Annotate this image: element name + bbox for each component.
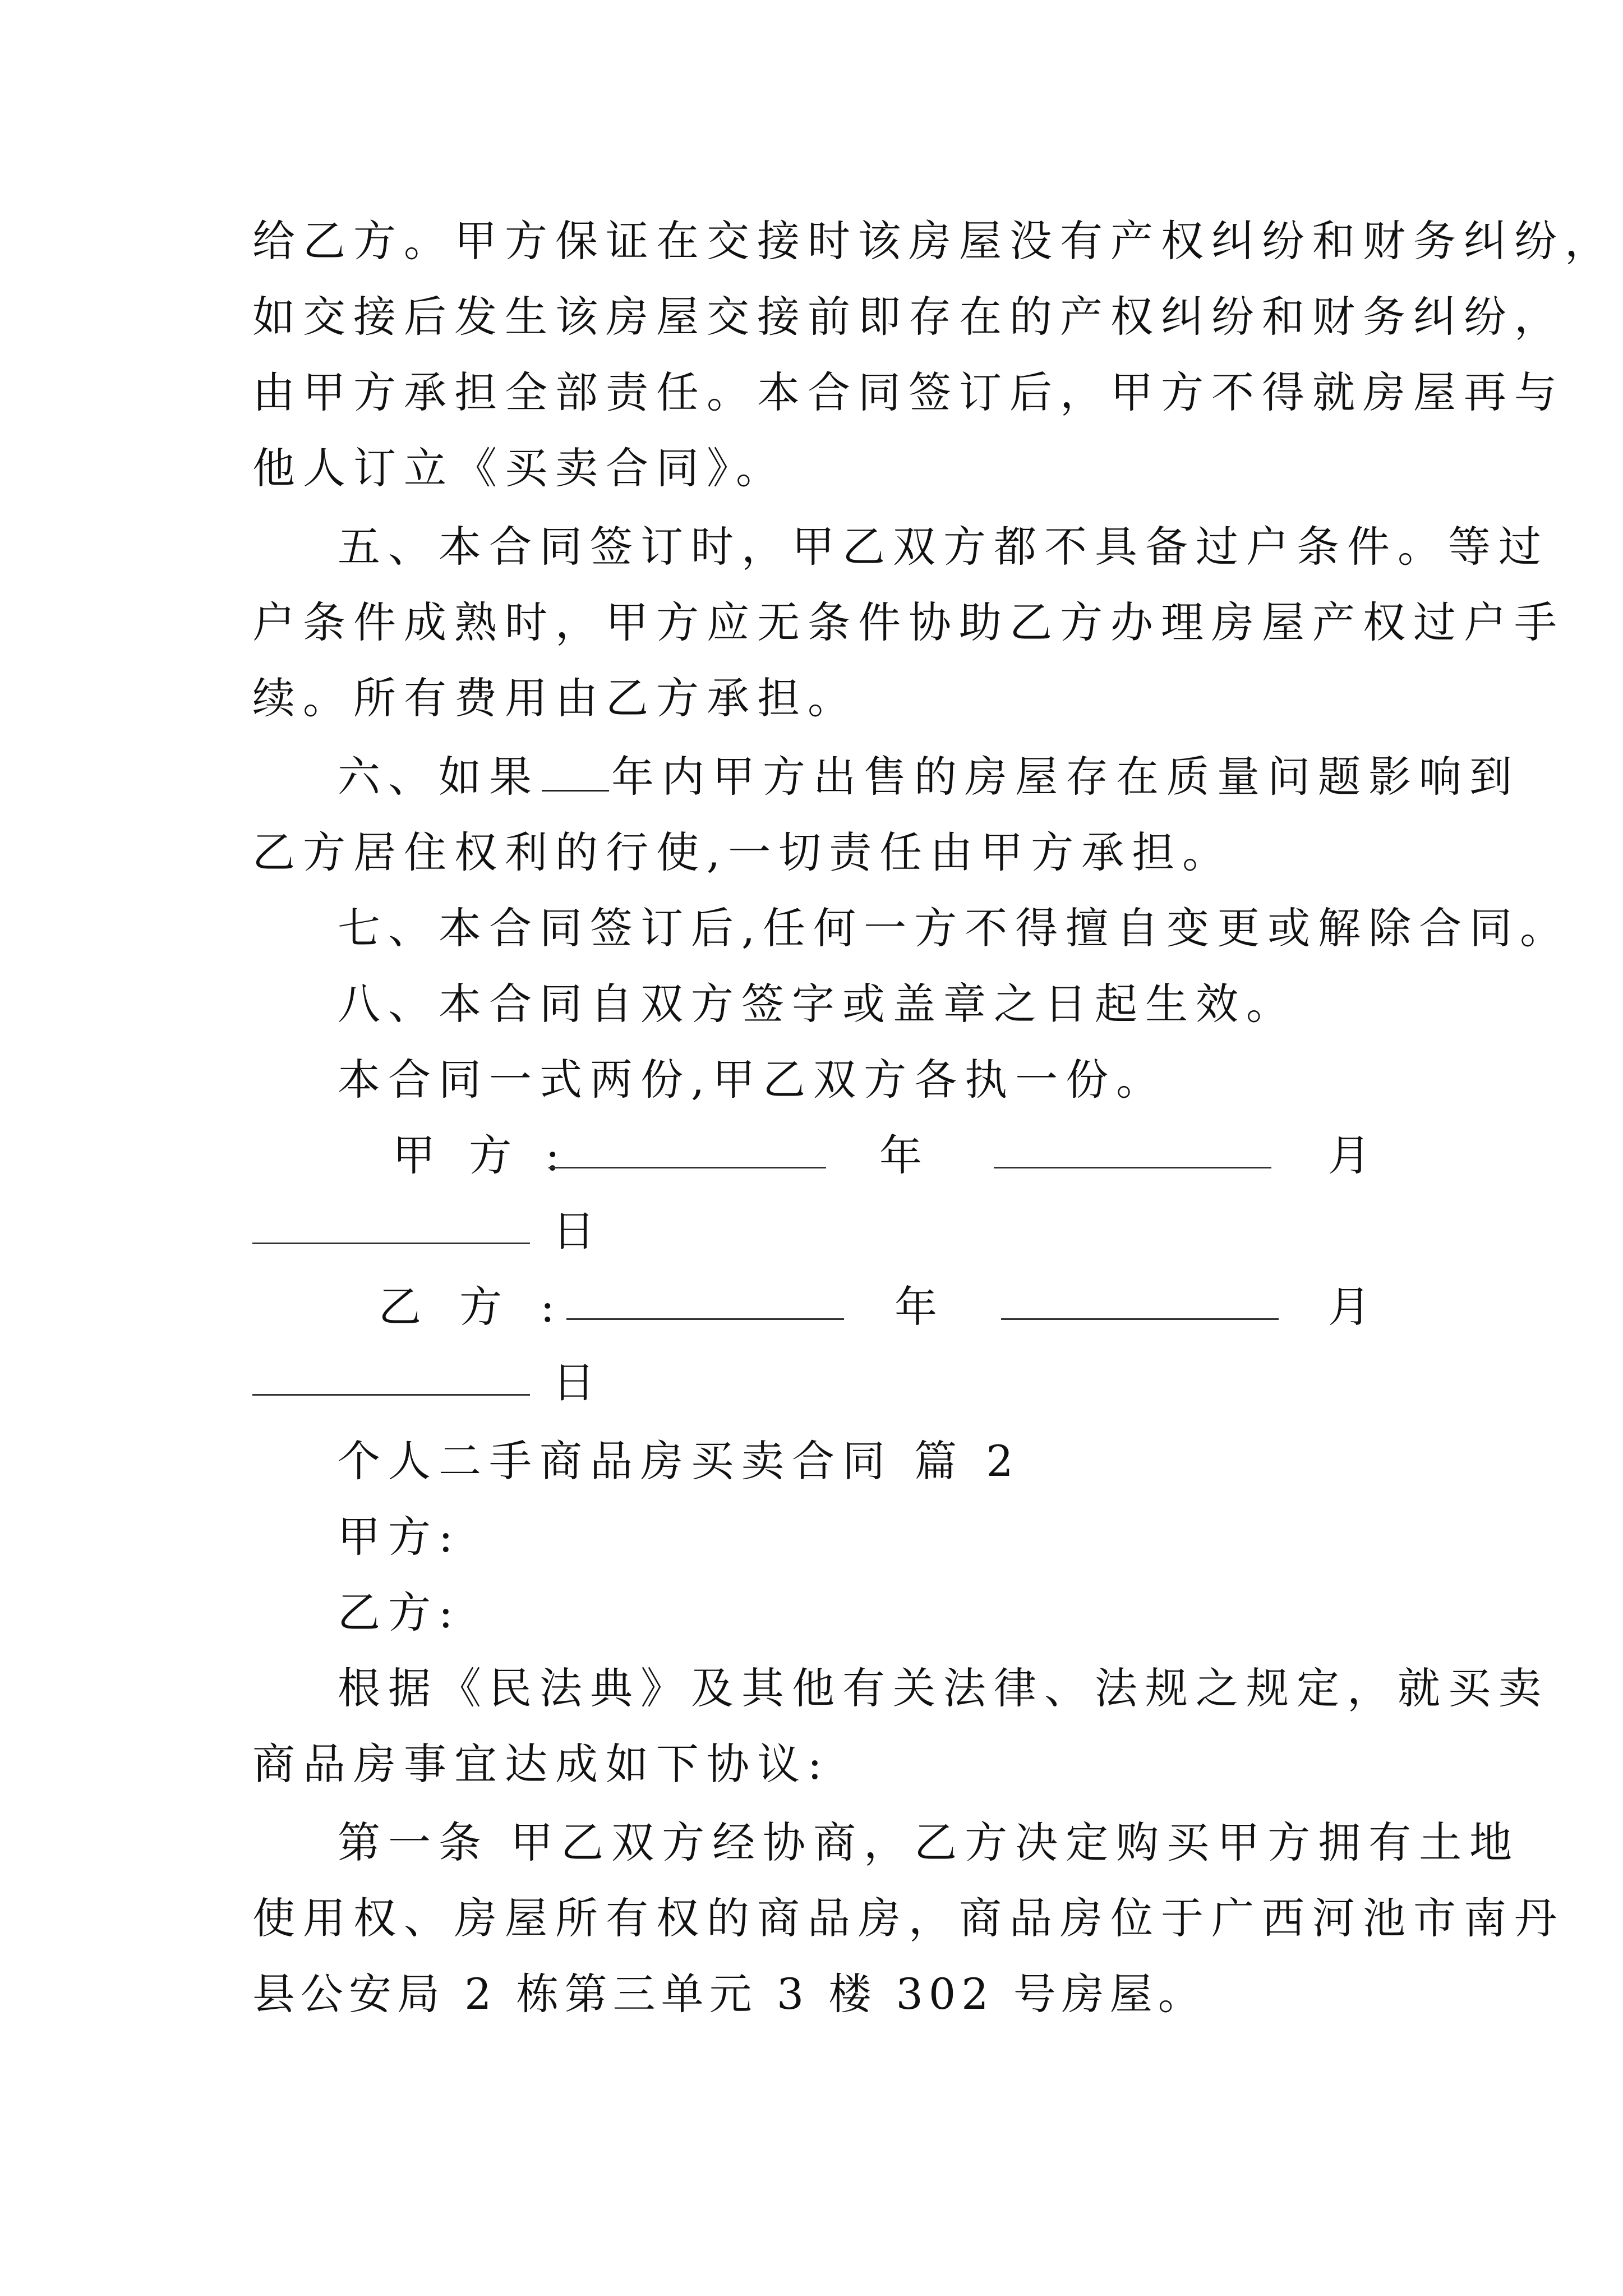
section-heading: 个人二手商品房买卖合同 篇 2: [338, 1436, 1021, 1486]
blank-field: [252, 1243, 530, 1244]
blank-field-years: [542, 751, 609, 792]
blank-field: [548, 1167, 826, 1168]
party-a-label: 甲 方 :: [393, 1130, 570, 1180]
year-label: 年: [879, 1130, 922, 1180]
text-line: 给乙方。甲方保证在交接时该房屋没有产权纠纷和财务纠纷，: [252, 216, 1615, 266]
text-line: 乙方居住权利的行使,一切责任由甲方承担。: [252, 827, 1233, 877]
blank-field: [994, 1167, 1271, 1168]
blank-field: [1001, 1318, 1279, 1320]
text-line: [338, 749, 1520, 805]
text-line: 根据《民法典》及其他有关法律、法规之规定，就买卖: [338, 1663, 1549, 1713]
party-b-label: 乙 方 :: [379, 1282, 567, 1332]
blank-field: [566, 1318, 844, 1320]
text-line: 商品房事宜达成如下协议:: [252, 1739, 830, 1789]
text-line: 县公安局 2 栋第三单元 3 楼 302 号房屋。: [252, 1969, 1206, 2019]
text-line: 使用权、房屋所有权的商品房，商品房位于广西河池市南丹: [252, 1893, 1565, 1943]
text-line: 本合同一式两份,甲乙双方各执一份。: [338, 1055, 1167, 1105]
text-line: 五、本合同签订时，甲乙双方都不具备过户条件。等过: [338, 522, 1549, 572]
text-line: 如交接后发生该房屋交接前即存在的产权纠纷和财务纠纷，: [252, 292, 1565, 342]
blank-field: [252, 1394, 530, 1396]
text-line: 七、本合同签订后,任何一方不得擅自变更或解除合同。: [338, 903, 1571, 953]
day-label: 日: [552, 1206, 595, 1256]
month-label: 月: [1328, 1130, 1371, 1180]
text-line: 续。所有费用由乙方承担。: [252, 673, 858, 723]
year-label: 年: [895, 1282, 937, 1332]
day-label: 日: [552, 1358, 595, 1407]
text-line: 户条件成熟时，甲方应无条件协助乙方办理房屋产权过户手: [252, 597, 1565, 647]
text-line: 他人订立《买卖合同》。: [252, 443, 786, 493]
text-line: 第一条 甲乙双方经协商，乙方决定购买甲方拥有土地: [338, 1818, 1520, 1867]
text-fragment: 年内甲方出售的房屋存在质量问题影响到: [611, 752, 1520, 802]
party-a-line: 甲方:: [338, 1512, 461, 1562]
text-line: 由甲方承担全部责任。本合同签订后，甲方不得就房屋再与: [252, 367, 1565, 417]
month-label: 月: [1328, 1282, 1371, 1332]
text-line: 八、本合同自双方签字或盖章之日起生效。: [338, 979, 1297, 1029]
party-b-line: 乙方:: [338, 1588, 461, 1637]
text-fragment: 六、如果: [338, 752, 540, 802]
